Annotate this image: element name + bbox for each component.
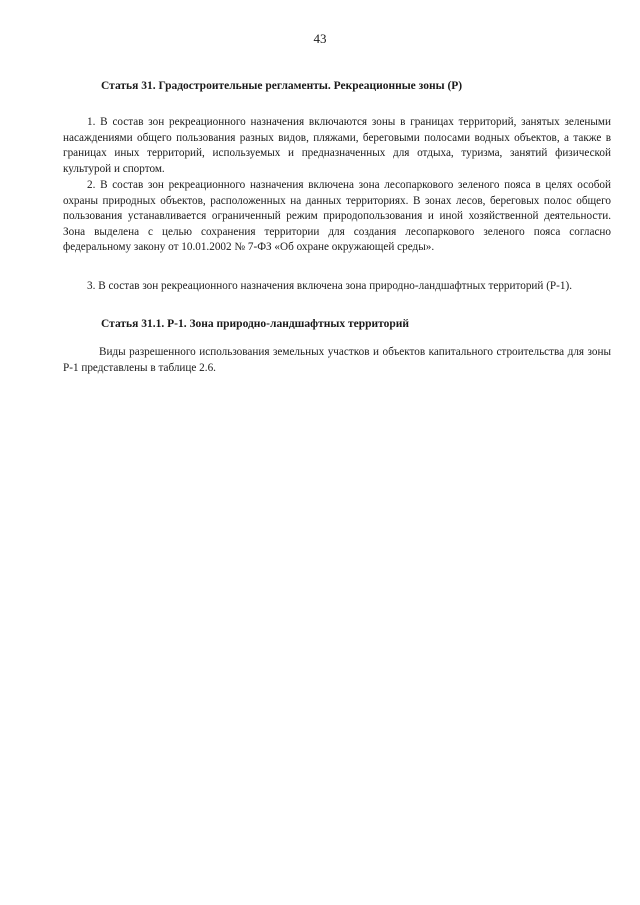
article-31-heading: Статья 31. Градостроительные регламенты. Рекреационные зоны (Р) <box>101 80 463 92</box>
article-31-1-heading: Статья 31.1. Р-1. Зона природно-ландшафтных территорий <box>101 318 410 330</box>
article-31-paragraph-1: 1. В состав зон рекреационного назначения включаются зоны в границах территорий, занятых зелеными насаждениями общего пользования разных видов, пляжами, береговыми полосами водных объектов, а также в границах иных территорий, используемых и предназначенных для отдыха, туризма, занятий физической культурой и спортом. <box>63 116 611 175</box>
article-31-1-paragraph: Виды разрешенного использования земельных участков и объектов капитального строительства для зоны Р-1 представлены в таблице 2.6. <box>63 346 611 374</box>
article-31-paragraph-3: 3. В состав зон рекреационного назначения включена зона природно-ландшафтных территорий (Р-1). <box>87 280 572 292</box>
page-number: 43 <box>313 31 327 46</box>
article-31-paragraph-2: 2. В состав зон рекреационного назначения включена зона лесопаркового зеленого пояса в целях особой охраны природных объектов, расположенных на данных территориях. В зонах лесов, береговых полос общего пользования устанавливается ограниченный режим природопользования и иной хозяйственной деятельности. Зона выделена с целью сохранения территории для создания лесопаркового зеленого пояса согласно федеральному закону от 10.01.2002 № 7-ФЗ «Об охране окружающей среды». <box>63 179 611 254</box>
